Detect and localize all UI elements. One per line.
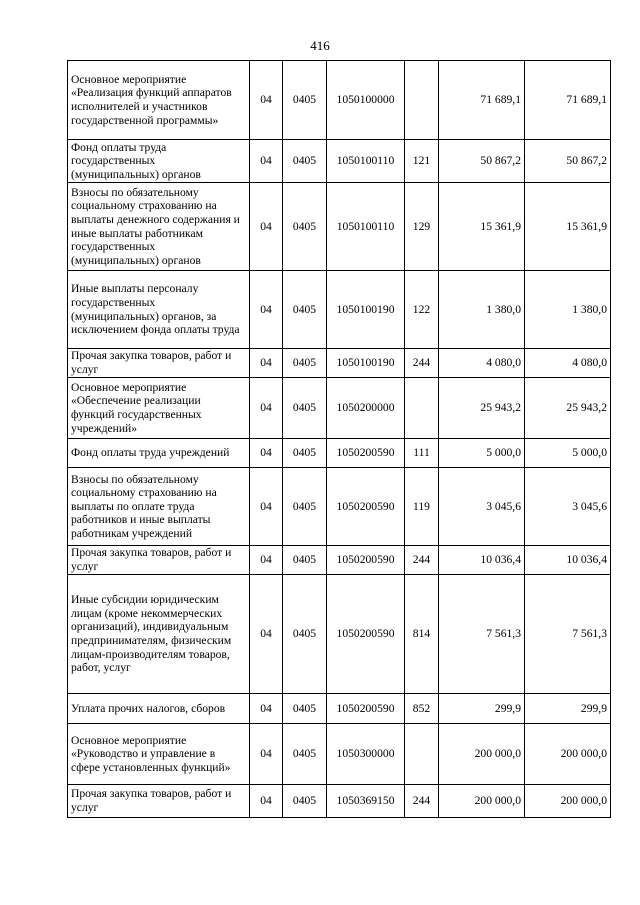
row-name: Прочая закупка товаров, работ и услуг [68, 546, 250, 575]
row-subsection: 0405 [283, 183, 327, 271]
row-target-code: 1050100110 [327, 183, 405, 271]
row-subsection: 0405 [283, 694, 327, 724]
table-row [68, 546, 611, 575]
row-name: Уплата прочих налогов, сборов [68, 694, 250, 724]
row-section: 04 [250, 183, 283, 271]
row-expense-type: 119 [405, 468, 439, 546]
row-subsection: 0405 [283, 378, 327, 439]
row-name: Прочая закупка товаров, работ и услуг [68, 349, 250, 378]
row-amount-2: 200 000,0 [525, 724, 611, 785]
row-subsection: 0405 [283, 575, 327, 694]
row-section: 04 [250, 694, 283, 724]
row-section: 04 [250, 271, 283, 349]
row-amount-1: 5 000,0 [439, 439, 525, 468]
row-amount-2: 10 036,4 [525, 546, 611, 575]
row-section: 04 [250, 378, 283, 439]
row-name: Основное мероприятие «Руководство и управление в сфере установленных функций» [68, 724, 250, 785]
row-amount-2: 71 689,1 [525, 61, 611, 140]
page-number: 416 [310, 38, 330, 53]
table-row [68, 271, 611, 349]
row-expense-type [405, 378, 439, 439]
row-amount-1: 3 045,6 [439, 468, 525, 546]
row-amount-2: 50 867,2 [525, 140, 611, 183]
table-body [68, 61, 611, 818]
row-section: 04 [250, 546, 283, 575]
row-name: Прочая закупка товаров, работ и услуг [68, 785, 250, 818]
table-row [68, 349, 611, 378]
row-amount-2: 4 080,0 [525, 349, 611, 378]
row-section: 04 [250, 785, 283, 818]
row-expense-type: 121 [405, 140, 439, 183]
row-section: 04 [250, 468, 283, 546]
row-target-code: 1050200590 [327, 439, 405, 468]
row-target-code: 1050300000 [327, 724, 405, 785]
row-section: 04 [250, 439, 283, 468]
row-section: 04 [250, 349, 283, 378]
row-target-code: 1050200590 [327, 468, 405, 546]
row-amount-1: 299,9 [439, 694, 525, 724]
row-target-code: 1050200590 [327, 694, 405, 724]
table-row [68, 183, 611, 271]
row-amount-2: 299,9 [525, 694, 611, 724]
row-subsection: 0405 [283, 140, 327, 183]
row-amount-2: 25 943,2 [525, 378, 611, 439]
row-name: Взносы по обязательному социальному страхованию на выплаты по оплате труда работников и иные выплаты работникам учреждений [68, 468, 250, 546]
row-amount-1: 7 561,3 [439, 575, 525, 694]
row-amount-1: 71 689,1 [439, 61, 525, 140]
row-name: Иные субсидии юридическим лицам (кроме некоммерческих организаций), индивидуальным предпринимателям, физическим лицам-производителям товаров, работ, услуг [68, 575, 250, 694]
row-amount-2: 1 380,0 [525, 271, 611, 349]
row-amount-2: 15 361,9 [525, 183, 611, 271]
row-name: Основное мероприятие «Обеспечение реализации функций государственных учреждений» [68, 378, 250, 439]
row-expense-type [405, 61, 439, 140]
row-expense-type [405, 724, 439, 785]
row-amount-1: 4 080,0 [439, 349, 525, 378]
row-expense-type: 244 [405, 546, 439, 575]
table-row [68, 439, 611, 468]
row-target-code: 1050200590 [327, 546, 405, 575]
row-expense-type: 244 [405, 785, 439, 818]
row-subsection: 0405 [283, 468, 327, 546]
row-subsection: 0405 [283, 546, 327, 575]
table-row [68, 468, 611, 546]
row-target-code: 1050369150 [327, 785, 405, 818]
table-row [68, 378, 611, 439]
table-row [68, 140, 611, 183]
row-section: 04 [250, 575, 283, 694]
row-amount-2: 3 045,6 [525, 468, 611, 546]
row-subsection: 0405 [283, 439, 327, 468]
row-section: 04 [250, 724, 283, 785]
row-expense-type: 244 [405, 349, 439, 378]
row-expense-type: 852 [405, 694, 439, 724]
row-amount-1: 25 943,2 [439, 378, 525, 439]
row-target-code: 1050100110 [327, 140, 405, 183]
row-name: Фонд оплаты труда учреждений [68, 439, 250, 468]
row-expense-type: 122 [405, 271, 439, 349]
row-target-code: 1050100190 [327, 271, 405, 349]
table-row [68, 724, 611, 785]
budget-table [67, 60, 611, 818]
row-expense-type: 111 [405, 439, 439, 468]
row-amount-1: 50 867,2 [439, 140, 525, 183]
row-amount-1: 15 361,9 [439, 183, 525, 271]
row-subsection: 0405 [283, 724, 327, 785]
table-row [68, 61, 611, 140]
row-subsection: 0405 [283, 785, 327, 818]
row-name: Фонд оплаты труда государственных (муниципальных) органов [68, 140, 250, 183]
row-target-code: 1050200000 [327, 378, 405, 439]
table-row [68, 575, 611, 694]
row-subsection: 0405 [283, 349, 327, 378]
row-target-code: 1050100190 [327, 349, 405, 378]
row-expense-type: 129 [405, 183, 439, 271]
row-amount-2: 5 000,0 [525, 439, 611, 468]
table-row [68, 785, 611, 818]
row-target-code: 1050100000 [327, 61, 405, 140]
row-name: Взносы по обязательному социальному страхованию на выплаты денежного содержания и иные выплаты работникам государственных (муниципальных) органов [68, 183, 250, 271]
row-expense-type: 814 [405, 575, 439, 694]
row-section: 04 [250, 61, 283, 140]
row-target-code: 1050200590 [327, 575, 405, 694]
row-amount-2: 200 000,0 [525, 785, 611, 818]
row-name: Основное мероприятие «Реализация функций аппаратов исполнителей и участников государственной программы» [68, 61, 250, 140]
row-subsection: 0405 [283, 271, 327, 349]
row-section: 04 [250, 140, 283, 183]
row-amount-2: 7 561,3 [525, 575, 611, 694]
row-amount-1: 1 380,0 [439, 271, 525, 349]
table-row [68, 694, 611, 724]
row-subsection: 0405 [283, 61, 327, 140]
row-amount-1: 10 036,4 [439, 546, 525, 575]
row-name: Иные выплаты персоналу государственных (муниципальных) органов, за исключением фонда оплаты труда [68, 271, 250, 349]
row-amount-1: 200 000,0 [439, 724, 525, 785]
row-amount-1: 200 000,0 [439, 785, 525, 818]
